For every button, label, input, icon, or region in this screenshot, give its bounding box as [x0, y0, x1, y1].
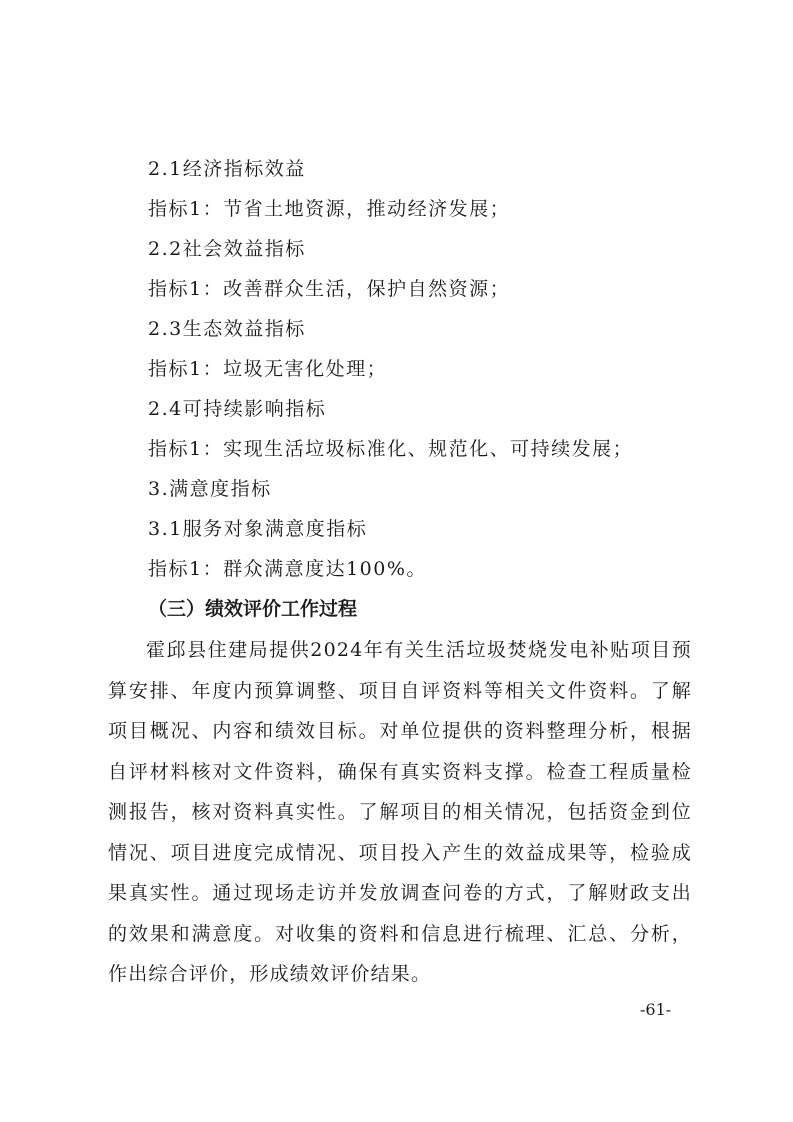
indicator-item-ecological: 指标1：垃圾无害化处理； [148, 358, 388, 380]
indicator-heading-ecological: 2.3生态效益指标 [148, 318, 306, 340]
indicator-heading-sustainable: 2.4可持续影响指标 [148, 398, 327, 420]
indicator-heading-satisfaction: 3.满意度指标 [148, 478, 272, 500]
process-paragraph: 霍邱县住建局提供2024年有关生活垃圾焚烧发电补贴项目预算安排、年度内预算调整、项目自评资料等相关文件资料。了解项目概况、内容和绩效目标。对单位提供的资料整理分析，根据自评材料核对文件资料，确保有真实资料支撑。检查工程质量检测报告，核对资料真实性。了解项目的相关情况，包括资金到位情况、项目进度完成情况、项目投入产生的效益成果等，检验成果真实性。通过现场走访并发放调查问卷的方式，了解财政支出的效果和满意度。对收集的资料和信息进行梳理、汇总、分析，作出综合评价，形成绩效评价结果。 [108, 639, 692, 985]
indicator-item-economic: 指标1：节省土地资源，推动经济发展； [148, 198, 511, 220]
page-number: -61- [640, 1000, 672, 1019]
indicator-item-social: 指标1：改善群众生活，保护自然资源； [148, 278, 511, 300]
section-heading: （三）绩效评价工作过程 [148, 598, 358, 620]
indicator-item-sustainable: 指标1：实现生活垃圾标准化、规范化、可持续发展； [148, 438, 634, 460]
indicator-heading-social: 2.2社会效益指标 [148, 238, 306, 260]
indicator-item-satisfaction: 指标1：群众满意度达100%。 [148, 558, 427, 580]
indicator-heading-economic: 2.1经济指标效益 [148, 158, 306, 180]
indicator-subheading-satisfaction: 3.1服务对象满意度指标 [148, 518, 368, 540]
